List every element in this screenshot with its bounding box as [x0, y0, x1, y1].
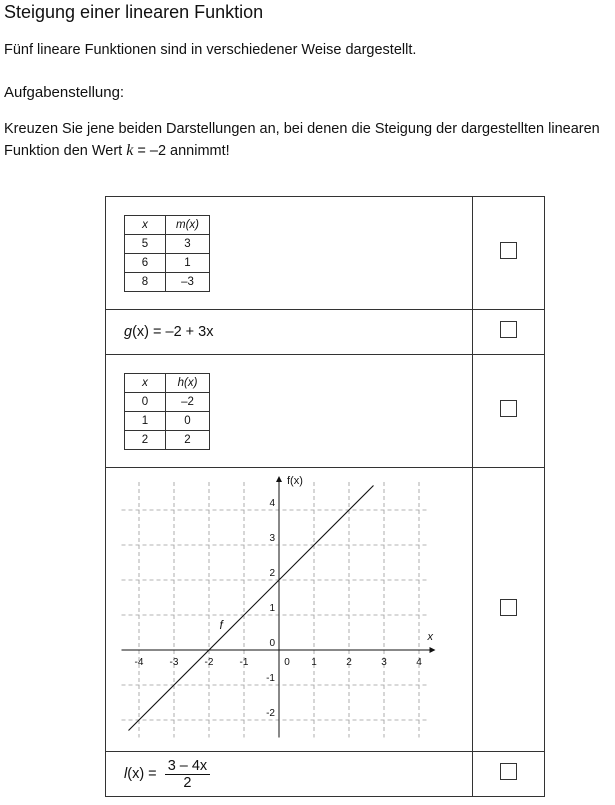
- x-tick-label: 0: [284, 657, 290, 668]
- table-cell: 0: [166, 411, 210, 430]
- formula-g-name: g: [124, 324, 133, 340]
- formula-l: [124, 757, 210, 791]
- table-cell: 6: [125, 253, 166, 272]
- value-table-header-f: m(x): [166, 215, 210, 234]
- option-4-checkbox[interactable]: [500, 599, 517, 616]
- option-row-4: [106, 468, 545, 752]
- table-row: [125, 392, 210, 411]
- y-axis-label: f(x): [287, 475, 303, 487]
- graph-f: [106, 468, 458, 751]
- value-table-header-x: x: [125, 215, 166, 234]
- option-5-content: [106, 752, 473, 797]
- series-lines: [129, 486, 374, 731]
- x-tick-label: -4: [134, 657, 144, 668]
- option-2-content: [106, 310, 473, 355]
- task-text: [4, 118, 612, 162]
- x-tick-label: 1: [311, 657, 317, 668]
- task-text-before: Kreuzen Sie jene beiden Darstellungen an, bei denen die Steigung der dargestellten linearen Funktion den Wert: [4, 121, 600, 159]
- table-row: [125, 411, 210, 430]
- table-row: [125, 430, 210, 449]
- task-heading: Aufgabenstellung:: [4, 84, 125, 101]
- option-3-content: [106, 355, 473, 468]
- grid-lines: [122, 482, 430, 738]
- table-cell: 3: [166, 234, 210, 253]
- option-5-checkbox[interactable]: [500, 763, 517, 780]
- series-line-f: [129, 486, 374, 731]
- formula-l-name: l: [124, 765, 128, 782]
- table-row: [125, 272, 210, 291]
- option-1-content: [106, 197, 473, 310]
- x-tick-label: -2: [204, 657, 214, 668]
- table-cell: 0: [125, 392, 166, 411]
- option-3-check-cell: [473, 355, 545, 468]
- x-tick-label: -1: [239, 657, 249, 668]
- table-cell: –2: [166, 392, 210, 411]
- option-3-checkbox[interactable]: [500, 400, 517, 417]
- task-text-after: = –2 annimmt!: [133, 143, 230, 159]
- option-5-check-cell: [473, 752, 545, 797]
- option-row-5: [106, 752, 545, 797]
- x-tick-label: -3: [169, 657, 179, 668]
- table-row: [125, 253, 210, 272]
- formula-l-eq: =: [144, 765, 161, 782]
- table-row: [125, 234, 210, 253]
- option-1-check-cell: [473, 197, 545, 310]
- x-axis-arrow: [430, 647, 436, 653]
- y-tick-label: 2: [269, 568, 275, 579]
- table-cell: –3: [166, 272, 210, 291]
- x-tick-label: 2: [346, 657, 352, 668]
- formula-g-arg: (x): [132, 324, 149, 340]
- formula-g: [124, 324, 214, 340]
- y-tick-label: 4: [269, 498, 275, 509]
- table-cell: 2: [125, 430, 166, 449]
- series-annotation: f: [219, 618, 223, 632]
- option-2-check-cell: [473, 310, 545, 355]
- formula-g-expr: = –2 + 3x: [149, 324, 214, 340]
- option-row-1: [106, 197, 545, 310]
- option-4-check-cell: [473, 468, 545, 752]
- y-axis-arrow: [276, 476, 282, 482]
- axis-labels: [220, 475, 434, 643]
- x-tick-label: 4: [416, 657, 422, 668]
- task-var: k: [126, 142, 134, 159]
- formula-l-arg: (x): [127, 765, 145, 782]
- y-tick-label: 1: [269, 603, 275, 614]
- option-1-checkbox[interactable]: [500, 242, 517, 259]
- tick-labels: [135, 498, 423, 719]
- table-cell: 5: [125, 234, 166, 253]
- intro-text: Fünf lineare Funktionen sind in verschiedener Weise dargestellt.: [4, 42, 417, 58]
- y-tick-label: 3: [269, 533, 275, 544]
- y-tick-label: -2: [266, 708, 275, 719]
- value-table-header-x: x: [125, 373, 166, 392]
- x-tick-label: 3: [381, 657, 387, 668]
- option-row-3: [106, 355, 545, 468]
- value-table-m: [124, 215, 210, 292]
- table-cell: 2: [166, 430, 210, 449]
- option-row-2: [106, 310, 545, 355]
- fraction-numerator: 3 – 4x: [165, 758, 211, 775]
- page-title: Steigung einer linearen Funktion: [4, 2, 264, 22]
- formula-l-fraction: [165, 758, 211, 791]
- table-cell: 8: [125, 272, 166, 291]
- fraction-denominator: 2: [183, 774, 192, 791]
- origin-label: 0: [269, 638, 275, 649]
- value-table-header-f: h(x): [166, 373, 210, 392]
- axes: [122, 476, 436, 738]
- table-cell: 1: [125, 411, 166, 430]
- x-axis-label: x: [427, 631, 433, 643]
- option-4-content: [106, 468, 473, 752]
- value-table-h: [124, 373, 210, 450]
- y-tick-label: -1: [266, 673, 275, 684]
- table-cell: 1: [166, 253, 210, 272]
- options-table: [105, 196, 545, 797]
- option-2-checkbox[interactable]: [500, 321, 517, 338]
